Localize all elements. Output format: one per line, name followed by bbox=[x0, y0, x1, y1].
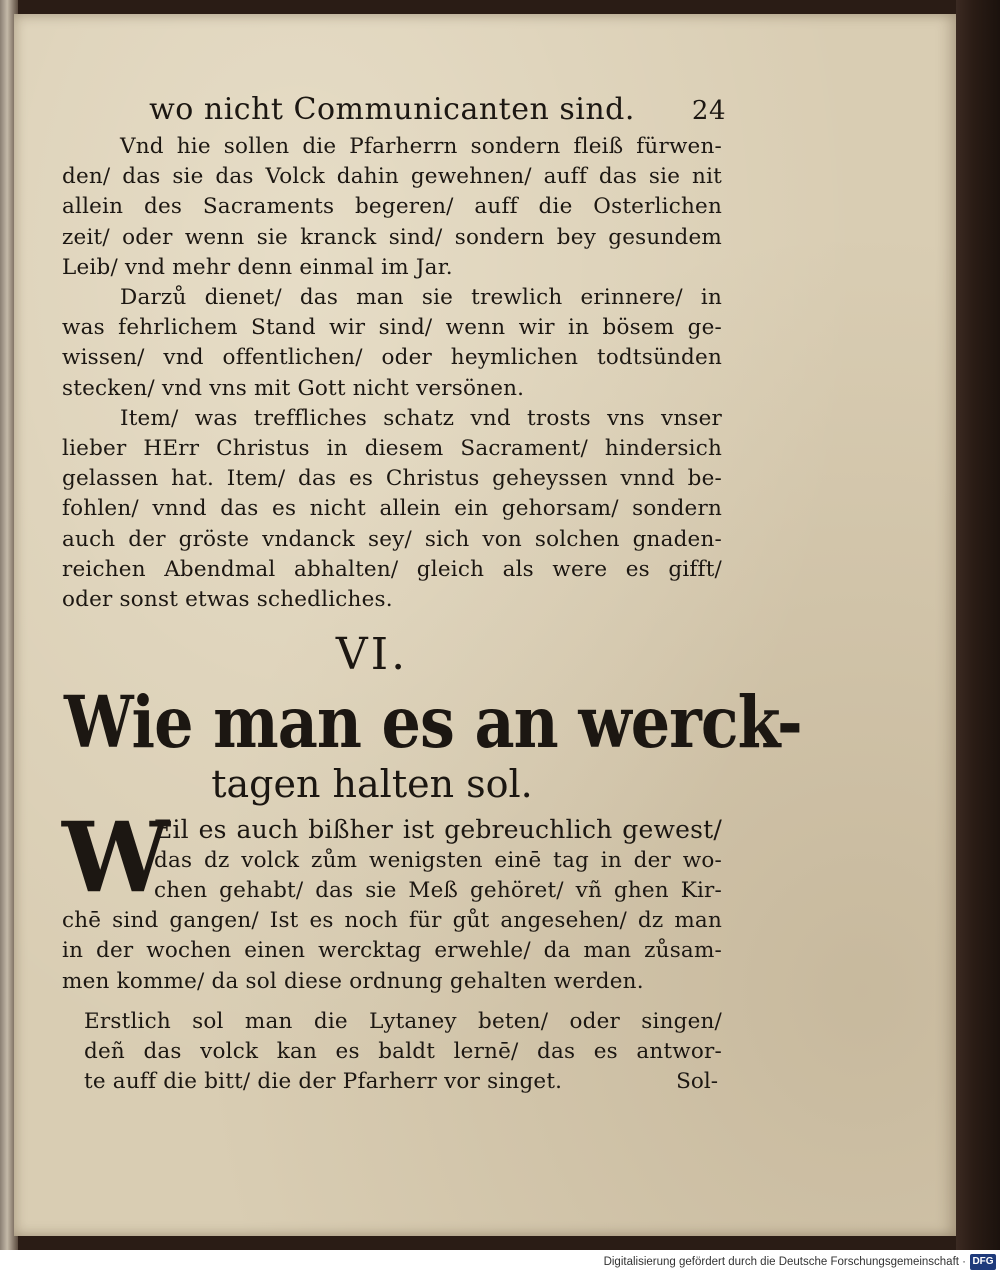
paragraph-2 bbox=[62, 283, 722, 404]
paragraph-spacer bbox=[62, 997, 722, 1007]
text-line: auch der gröste vndanck sey/ sich von solchen gnaden- bbox=[62, 526, 722, 552]
text-line: das dz volck zům wenigsten einē tag in der wo- bbox=[154, 848, 722, 874]
text-line: Erstlich sol man die Lytaney beten/ oder singen/ bbox=[84, 1008, 722, 1034]
text-line: Darzů dienet/ das man sie trewlich erinnere/ in bbox=[120, 285, 722, 311]
text-line: oder sonst etwas schedliches. bbox=[62, 587, 393, 613]
text-line: stecken/ vnd vns mit Gott nicht versönen. bbox=[62, 375, 525, 401]
running-head bbox=[62, 92, 726, 132]
text-line: zeit/ oder wenn sie kranck sind/ sondern bey gesundem bbox=[62, 224, 722, 250]
text-line: was fehrlichem Stand wir sind/ wenn wir in bösem ge- bbox=[62, 315, 722, 341]
text-line: lieber HErr Christus in diesem Sacrament/ hindersich bbox=[62, 436, 722, 462]
funding-credit: Digitalisierung gefördert durch die Deutsche Forschungsgemeinschaft · bbox=[603, 1256, 966, 1268]
text-line: Eil es auch bißher ist gebreuchlich gewest/ bbox=[154, 815, 722, 845]
text-line: men komme/ da sol diese ordnung gehalten werden. bbox=[62, 968, 644, 994]
text-line: deñ das volck kan es baldt lernē/ das es antwor- bbox=[84, 1039, 722, 1065]
text-line: wissen/ vnd offentlichen/ oder heymlichen todtsünden bbox=[62, 345, 722, 371]
paragraph-4 bbox=[62, 801, 722, 997]
text-line: Item/ was treffliches schatz vnd trosts vns vnser bbox=[120, 405, 722, 431]
running-head-title: wo nicht Communicanten sind. bbox=[149, 92, 635, 127]
dfg-logo-icon: DFG bbox=[970, 1254, 996, 1270]
text-line: Vnd hie sollen die Pfarherrn sondern fleiß fürwen- bbox=[120, 134, 722, 159]
catchword: Sol- bbox=[676, 1069, 718, 1095]
last-line-with-catchword bbox=[62, 1067, 722, 1097]
text-line: chen gehabt/ das sie Meß gehöret/ vñ ghen Kir- bbox=[154, 878, 722, 904]
text-line: fohlen/ vnnd das es nicht allein ein gehorsam/ sondern bbox=[62, 496, 722, 522]
text-line: allein des Sacraments begeren/ auff die Osterlichen bbox=[62, 194, 722, 220]
text-block bbox=[62, 92, 802, 1097]
footer-bar bbox=[0, 1250, 1000, 1276]
text-line: gelassen hat. Item/ das es Christus geheyssen vnnd be- bbox=[62, 466, 722, 492]
chapter-number: VI. bbox=[335, 629, 409, 681]
text-line: den/ das sie das Volck dahin gewehnen/ auff das sie nit bbox=[62, 164, 722, 190]
text-line: Leib/ vnd mehr denn einmal im Jar. bbox=[62, 254, 453, 280]
paragraph-5 bbox=[62, 1007, 722, 1098]
page-number: 24 bbox=[691, 96, 726, 126]
text-line: te auff die bitt/ die der Pfarherr vor singet. bbox=[84, 1069, 563, 1095]
book-page bbox=[14, 14, 956, 1236]
text-line: in der wochen einen wercktag erwehle/ da man zůsam- bbox=[62, 938, 722, 964]
text-line: reichen Abendmal abhalten/ gleich als were es gifft/ bbox=[62, 556, 722, 582]
text-line: chē sind gangen/ Ist es noch für gůt angesehen/ dz man bbox=[62, 908, 722, 934]
binding-board-right bbox=[956, 0, 1000, 1250]
drop-cap-initial: W bbox=[62, 801, 170, 915]
paragraph-1 bbox=[62, 132, 722, 283]
paragraph-3 bbox=[62, 404, 722, 615]
chapter-heading-line-2: tagen halten sol. bbox=[211, 762, 533, 807]
chapter-heading-line-1: Wie man es an werck- bbox=[64, 680, 802, 765]
